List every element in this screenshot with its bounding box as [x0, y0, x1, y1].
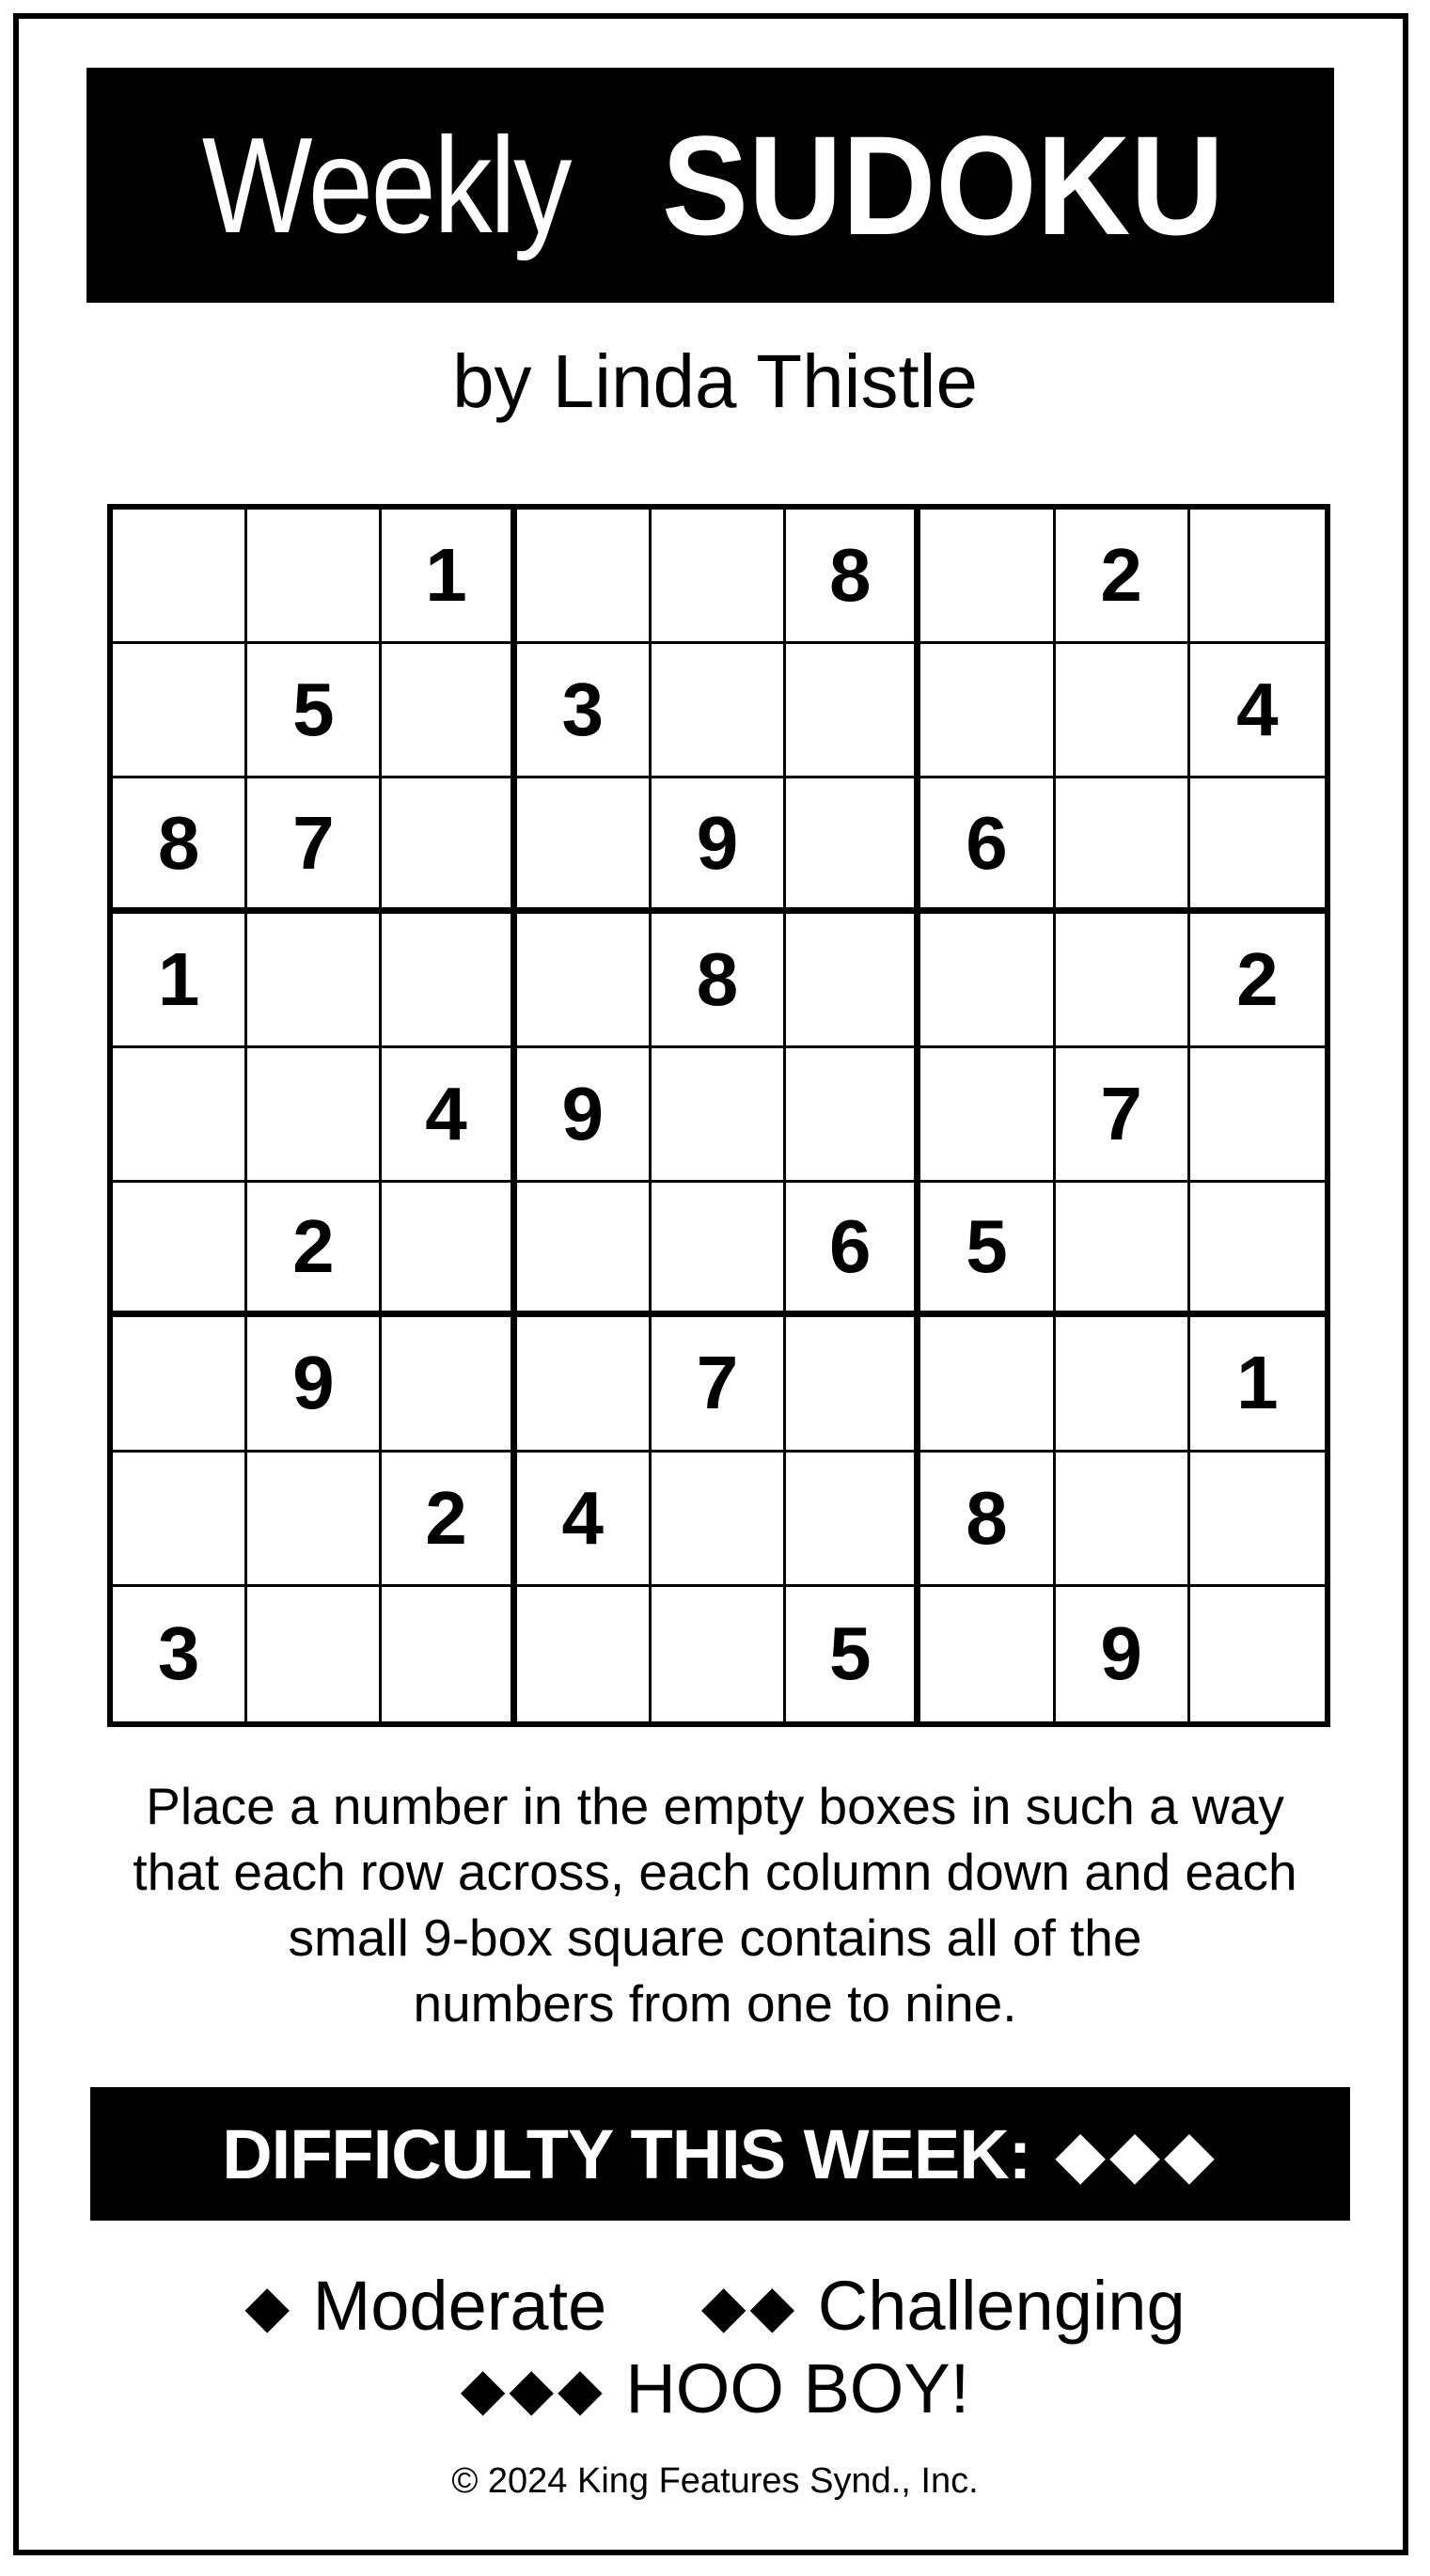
empty-cell[interactable]: [382, 1317, 516, 1452]
empty-cell[interactable]: [786, 1048, 920, 1183]
empty-cell[interactable]: [920, 1048, 1055, 1183]
empty-cell[interactable]: [920, 1587, 1055, 1721]
empty-cell[interactable]: [113, 1453, 247, 1587]
empty-cell[interactable]: [247, 1048, 382, 1183]
diamond-icon: ◆: [244, 2274, 294, 2339]
empty-cell[interactable]: [1190, 1183, 1325, 1317]
given-cell: 2: [382, 1453, 516, 1587]
copyright: © 2024 King Features Synd., Inc.: [451, 2461, 979, 2501]
title-sudoku: SUDOKU: [661, 105, 1224, 264]
empty-cell[interactable]: [382, 1183, 516, 1317]
difficulty-banner: [90, 2087, 1350, 2221]
given-cell: 2: [1056, 510, 1190, 644]
empty-cell[interactable]: [652, 644, 786, 778]
empty-cell[interactable]: [247, 914, 382, 1048]
empty-cell[interactable]: [920, 510, 1055, 644]
given-cell: 2: [1190, 914, 1325, 1048]
empty-cell[interactable]: [517, 1183, 652, 1317]
instruction-line: numbers from one to nine.: [413, 1974, 1017, 2033]
given-cell: 6: [920, 778, 1055, 913]
empty-cell[interactable]: [247, 1453, 382, 1587]
given-cell: 8: [652, 914, 786, 1048]
given-cell: 7: [652, 1317, 786, 1452]
legend-challenging: [701, 2266, 1186, 2346]
empty-cell[interactable]: [786, 914, 920, 1048]
given-cell: 3: [517, 644, 652, 778]
given-cell: 6: [786, 1183, 920, 1317]
empty-cell[interactable]: [113, 1048, 247, 1183]
empty-cell[interactable]: [1056, 1183, 1190, 1317]
given-cell: 8: [920, 1453, 1055, 1587]
empty-cell[interactable]: [786, 1317, 920, 1452]
given-cell: 9: [1056, 1587, 1190, 1721]
sudoku-grid: [107, 504, 1330, 1727]
given-cell: 7: [1056, 1048, 1190, 1183]
difficulty-label: DIFFICULTY THIS WEEK:: [222, 2114, 1031, 2193]
difficulty-legend-row-1: [0, 2266, 1430, 2346]
empty-cell[interactable]: [113, 644, 247, 778]
byline: by Linda Thistle: [452, 339, 978, 423]
empty-cell[interactable]: [652, 1183, 786, 1317]
empty-cell[interactable]: [786, 1453, 920, 1587]
legend-moderate: [244, 2266, 606, 2346]
empty-cell[interactable]: [113, 1183, 247, 1317]
given-cell: 4: [517, 1453, 652, 1587]
diamond-icon: ◆◆◆: [460, 2357, 606, 2422]
given-cell: 1: [1190, 1317, 1325, 1452]
given-cell: 1: [382, 510, 516, 644]
empty-cell[interactable]: [1056, 914, 1190, 1048]
difficulty-rating-diamond-icons: ◆◆◆: [1055, 2117, 1218, 2191]
empty-cell[interactable]: [113, 1317, 247, 1452]
empty-cell[interactable]: [1190, 1587, 1325, 1721]
given-cell: 8: [113, 778, 247, 913]
title-weekly: Weekly: [201, 108, 571, 261]
given-cell: 5: [920, 1183, 1055, 1317]
empty-cell[interactable]: [247, 510, 382, 644]
empty-cell[interactable]: [382, 1587, 516, 1721]
empty-cell[interactable]: [1056, 1453, 1190, 1587]
empty-cell[interactable]: [786, 644, 920, 778]
given-cell: 9: [517, 1048, 652, 1183]
empty-cell[interactable]: [1190, 778, 1325, 913]
empty-cell[interactable]: [113, 510, 247, 644]
given-cell: 1: [113, 914, 247, 1048]
legend-moderate-label: Moderate: [312, 2267, 607, 2345]
legend-challenging-label: Challenging: [817, 2267, 1186, 2345]
instructions: [75, 1773, 1355, 2036]
given-cell: 4: [1190, 644, 1325, 778]
empty-cell[interactable]: [1056, 778, 1190, 913]
empty-cell[interactable]: [1056, 644, 1190, 778]
given-cell: 4: [382, 1048, 516, 1183]
empty-cell[interactable]: [247, 1587, 382, 1721]
diamond-icon: ◆◆: [700, 2274, 799, 2339]
legend-hooboy-label: HOO BOY!: [625, 2349, 970, 2427]
given-cell: 8: [786, 510, 920, 644]
empty-cell[interactable]: [652, 510, 786, 644]
empty-cell[interactable]: [920, 914, 1055, 1048]
empty-cell[interactable]: [517, 1587, 652, 1721]
empty-cell[interactable]: [1190, 1453, 1325, 1587]
empty-cell[interactable]: [652, 1453, 786, 1587]
instruction-line: that each row across, each column down and each: [133, 1843, 1297, 1901]
legend-hooboy: [461, 2348, 970, 2428]
empty-cell[interactable]: [920, 644, 1055, 778]
given-cell: 2: [247, 1183, 382, 1317]
empty-cell[interactable]: [652, 1048, 786, 1183]
empty-cell[interactable]: [517, 778, 652, 913]
empty-cell[interactable]: [382, 778, 516, 913]
empty-cell[interactable]: [1190, 1048, 1325, 1183]
empty-cell[interactable]: [382, 914, 516, 1048]
given-cell: 9: [652, 778, 786, 913]
empty-cell[interactable]: [517, 1317, 652, 1452]
given-cell: 5: [786, 1587, 920, 1721]
title-banner: [86, 68, 1334, 303]
instruction-line: small 9-box square contains all of the: [288, 1908, 1142, 1967]
given-cell: 9: [247, 1317, 382, 1452]
given-cell: 5: [247, 644, 382, 778]
empty-cell[interactable]: [652, 1587, 786, 1721]
empty-cell[interactable]: [920, 1317, 1055, 1452]
empty-cell[interactable]: [517, 914, 652, 1048]
empty-cell[interactable]: [382, 644, 516, 778]
instruction-line: Place a number in the empty boxes in such a way: [146, 1777, 1284, 1835]
given-cell: 3: [113, 1587, 247, 1721]
empty-cell[interactable]: [786, 778, 920, 913]
empty-cell[interactable]: [1056, 1317, 1190, 1452]
difficulty-legend-row-2: [0, 2348, 1430, 2428]
empty-cell[interactable]: [1190, 510, 1325, 644]
empty-cell[interactable]: [517, 510, 652, 644]
given-cell: 7: [247, 778, 382, 913]
